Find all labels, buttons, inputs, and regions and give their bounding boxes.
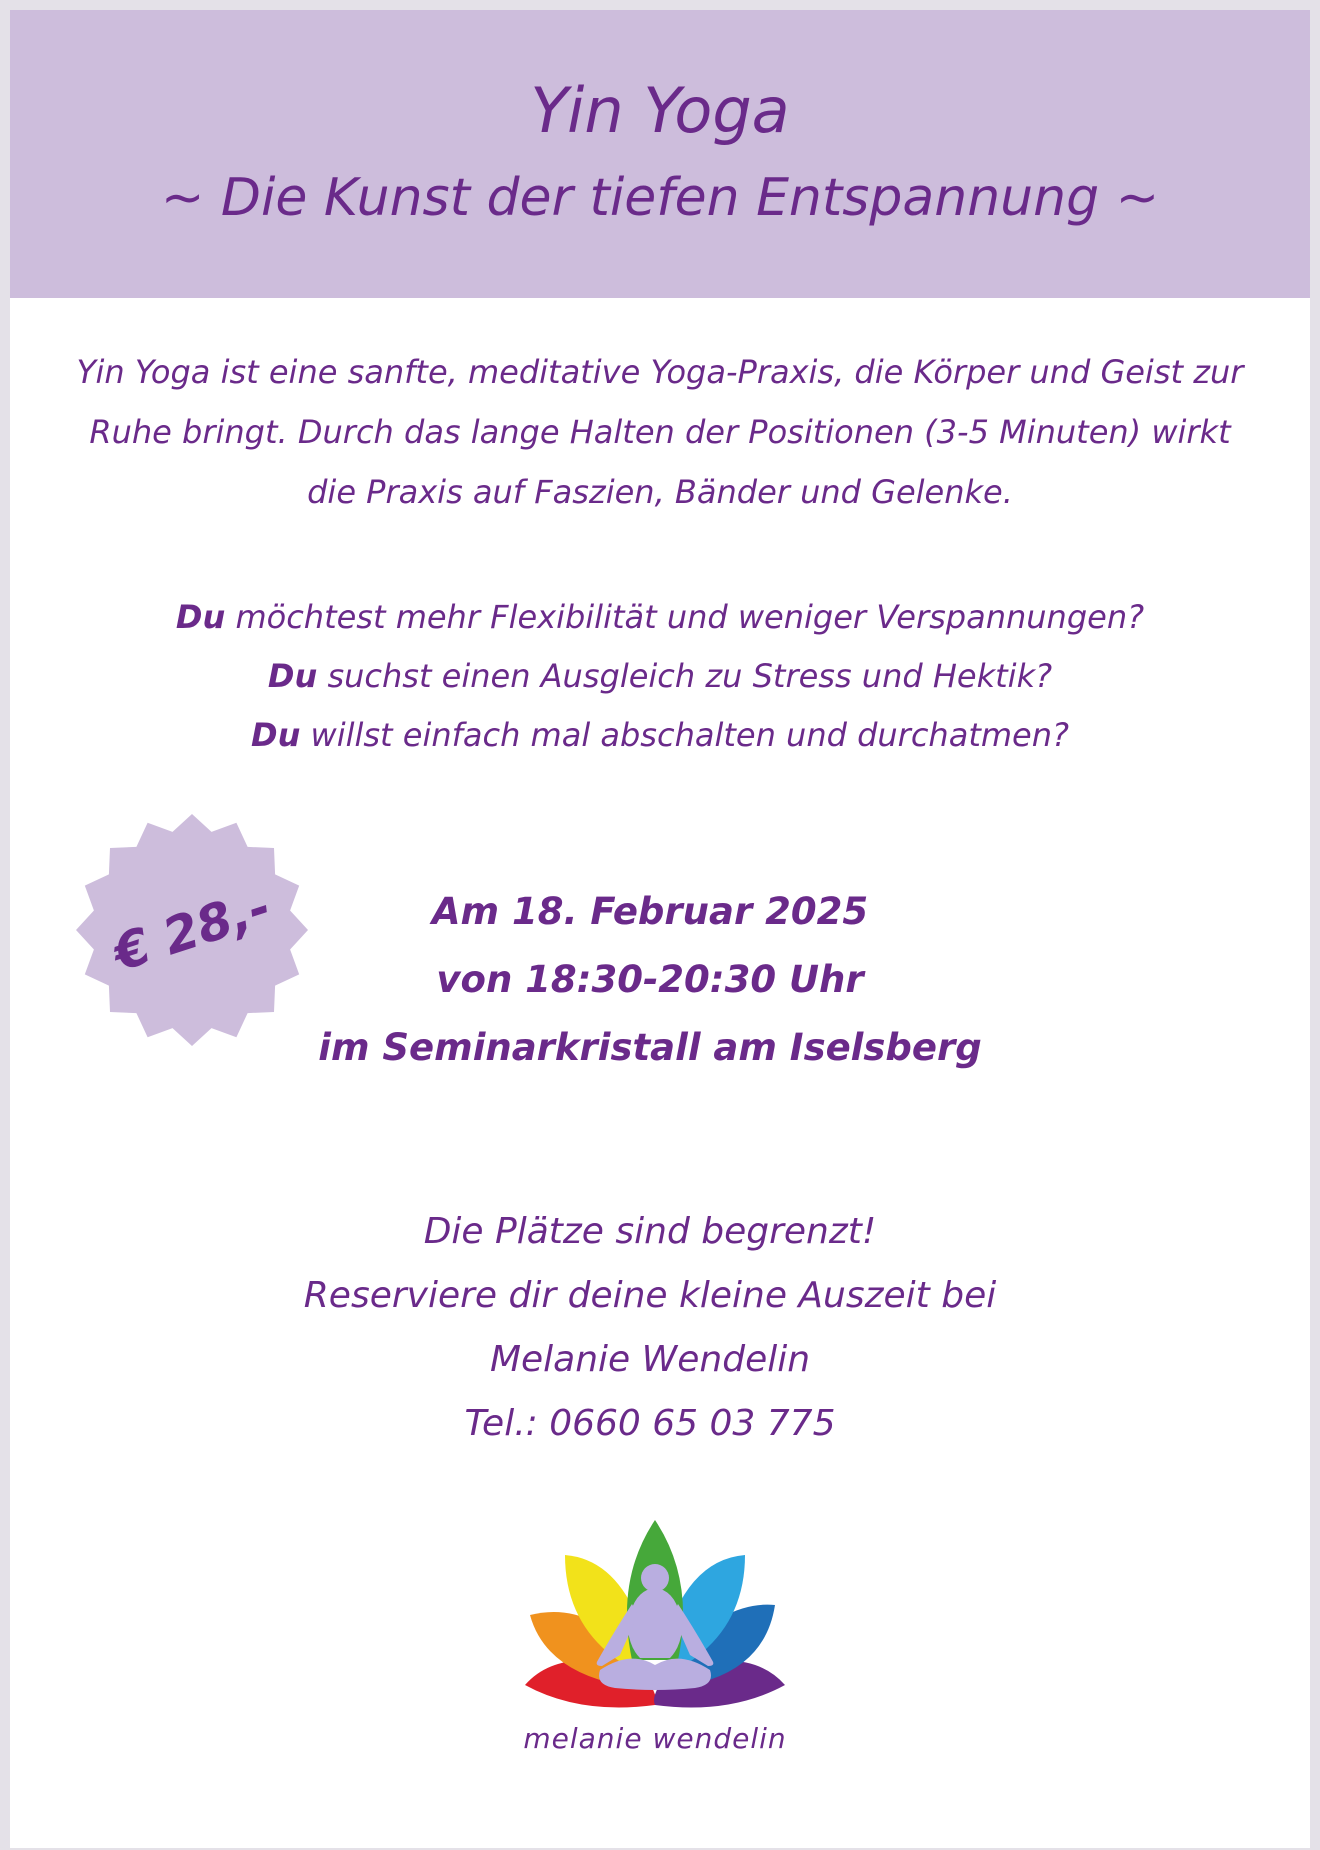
flyer-page (10, 10, 1310, 1848)
question-text: willst einfach mal abschalten und durchatmen? (300, 716, 1069, 754)
contact-block (250, 1200, 1050, 1456)
page-subtitle: ~ Die Kunst der tiefen Entspannung ~ (160, 168, 1160, 228)
question-line (50, 706, 1270, 765)
question-text: möchtest mehr Flexibilität und weniger Verspannungen? (225, 598, 1145, 636)
intro-paragraph (50, 342, 1270, 522)
event-date: Am 18. Februar 2025 (431, 890, 869, 933)
contact-phone: Tel.: 0660 65 03 775 (464, 1403, 836, 1444)
page-title: Yin Yoga (530, 74, 790, 147)
reserve-text: Reserviere dir deine kleine Auszeit bei (303, 1275, 997, 1316)
event-location: im Seminarkristall am Iselsberg (318, 1026, 982, 1069)
price-badge (72, 810, 312, 1050)
question-line (50, 588, 1270, 647)
question-line (50, 647, 1270, 706)
question-lead: Du (175, 598, 226, 636)
intro-line: Yin Yoga ist eine sanfte, meditative Yoga-Praxis, die Körper und Geist zur (76, 353, 1244, 391)
intro-line: Ruhe bringt. Durch das lange Halten der Positionen (3-5 Minuten) wirkt (89, 413, 1231, 451)
question-lead: Du (267, 657, 318, 695)
price-label: € 28,- (106, 877, 278, 983)
question-text: suchst einen Ausgleich zu Stress und Hektik? (317, 657, 1053, 695)
questions-block (50, 588, 1270, 765)
event-details (310, 878, 990, 1082)
intro-line: die Praxis auf Faszien, Bänder und Gelenke. (307, 473, 1013, 511)
contact-name: Melanie Wendelin (489, 1339, 811, 1380)
event-time: von 18:30-20:30 Uhr (436, 958, 864, 1001)
question-lead: Du (251, 716, 301, 754)
header-banner (10, 10, 1310, 298)
limited-seats-text: Die Plätze sind begrenzt! (423, 1211, 877, 1252)
lotus-meditation-icon (520, 1520, 790, 1730)
logo-wordmark: melanie wendelin (523, 1722, 787, 1755)
